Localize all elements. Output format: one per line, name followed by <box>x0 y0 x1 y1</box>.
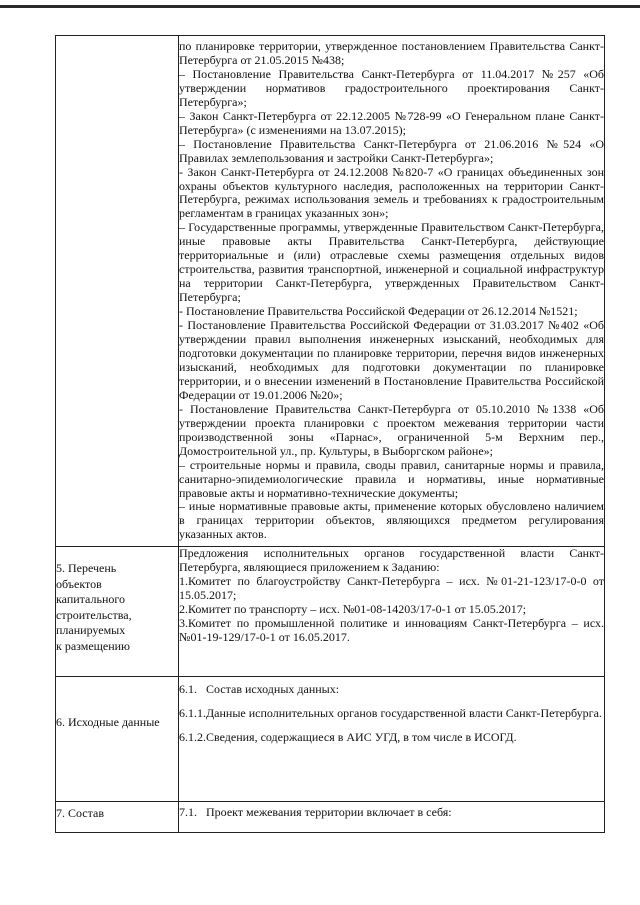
document-table <box>55 35 605 833</box>
list-item: 1.Комитет по благоустройству Санкт-Петербурга – исх. №01-21-123/17-0-0 от 15.05.2017; <box>179 574 604 603</box>
list-item: по планировке территории, утвержденное постановлением Правительства Санкт-Петербурга от 21.05.2015 №438; <box>179 39 604 67</box>
row-label-composition: 7. Состав <box>56 802 179 833</box>
source-data-content <box>179 677 605 802</box>
table-row-legal-acts <box>56 36 605 547</box>
table-row-source-data <box>56 677 605 802</box>
table-row-capital-objects <box>56 547 605 677</box>
list-item: 6.1. Состав исходных данных: <box>179 682 340 697</box>
list-item: - Постановление Правительства Российской Федерации от 31.03.2017 №402 «Об утверждении правил выполнения инженерных изысканий, необходимых для подготовки документации по планировке территории, перечня видов инженерных изысканий, необходимых для подготовки документации по планировке территории, и о внесении изменений в Постановление Правительства Российской Федерации от 19.01.2006 №20»; <box>179 318 604 402</box>
row-label-capital-objects: 5. Перечень объектов капитального строительства, планируемых к размещению <box>56 547 179 677</box>
capital-objects-content <box>179 547 605 677</box>
list-item: 7.1. Проект межевания территории включает в себя: <box>179 805 452 820</box>
list-item: - Закон Санкт-Петербурга от 24.12.2008 №820-7 «О границах объединенных зон охраны объектов культурного наследия, расположенных на территории Санкт-Петербурга, режимах использования земель и требованиях к градостроительным регламентам в границах указанных зон»; <box>179 164 604 221</box>
list-item: – строительные нормы и правила, своды правил, санитарные нормы и правила, санитарно-эпидемиологические правила и нормативы, иные нормативные правовые акты и нормативно-технические документы; <box>179 457 604 500</box>
list-item: – Постановление Правительства Санкт-Петербурга от 11.04.2017 №257 «Об утверждении нормативов градостроительного проектирования Санкт-Петербурга»; <box>179 66 604 109</box>
list-item: – Постановление Правительства Санкт-Петербурга от 21.06.2016 №524 «О Правилах землепользования и застройки Санкт-Петербурга»; <box>179 136 604 165</box>
legal-acts-list <box>179 36 605 547</box>
list-item: 3.Комитет по промышленной политике и инновациям Санкт-Петербурга – исх. №01-19-129/17-0-1 от 16.05.2017. <box>179 616 604 645</box>
composition-content <box>179 802 605 833</box>
row-label-source-data: 6. Исходные данные <box>56 677 179 802</box>
row-label-cell <box>56 36 179 547</box>
list-item: – Закон Санкт-Петербурга от 22.12.2005 №728-99 «О Генеральном плане Санкт-Петербурга» (с изменениями на 13.07.2015); <box>179 108 604 137</box>
list-item: 6.1.2.Сведения, содержащиеся в АИС УГД, в том числе в ИСОГД. <box>179 730 517 745</box>
page-top-rule <box>0 5 640 8</box>
list-item: – Государственные программы, утвержденные Правительством Санкт-Петербурга, иные правовые акты Правительства Санкт-Петербурга, действующие территориальные и (или) отраслевые схемы размещения отдельных видов строительства, развития транспортной, инженерной и социальной инфраструктур на территории Санкт-Петербурга, утвержденных Правительством Санкт-Петербурга; <box>179 220 604 305</box>
list-item: 6.1.1.Данные исполнительных органов государственной власти Санкт-Петербурга. <box>179 706 602 721</box>
list-item: Предложения исполнительных органов государственной власти Санкт-Петербурга, являющиеся приложением к Заданию: <box>179 546 604 575</box>
list-item: - Постановление Правительства Санкт-Петербурга от 05.10.2010 №1338 «Об утверждении проекта планировки с проектом межевания территории части производственной зоны «Парнас», ограниченной 5-м Верхним пер., Домостроительной ул., пр. Культуры, в Выборгском районе»; <box>179 401 604 458</box>
list-item: 2.Комитет по транспорту – исх. №01-08-14203/17-0-1 от 15.05.2017; <box>179 602 527 617</box>
list-item: - Постановление Правительства Российской Федерации от 26.12.2014 №1521; <box>179 304 578 319</box>
list-item: – иные нормативные правовые акты, применение которых обусловлено наличием в границах территории объектов, являющихся предметом регулирования указанных актов. <box>179 499 604 542</box>
table-row-composition <box>56 802 605 833</box>
